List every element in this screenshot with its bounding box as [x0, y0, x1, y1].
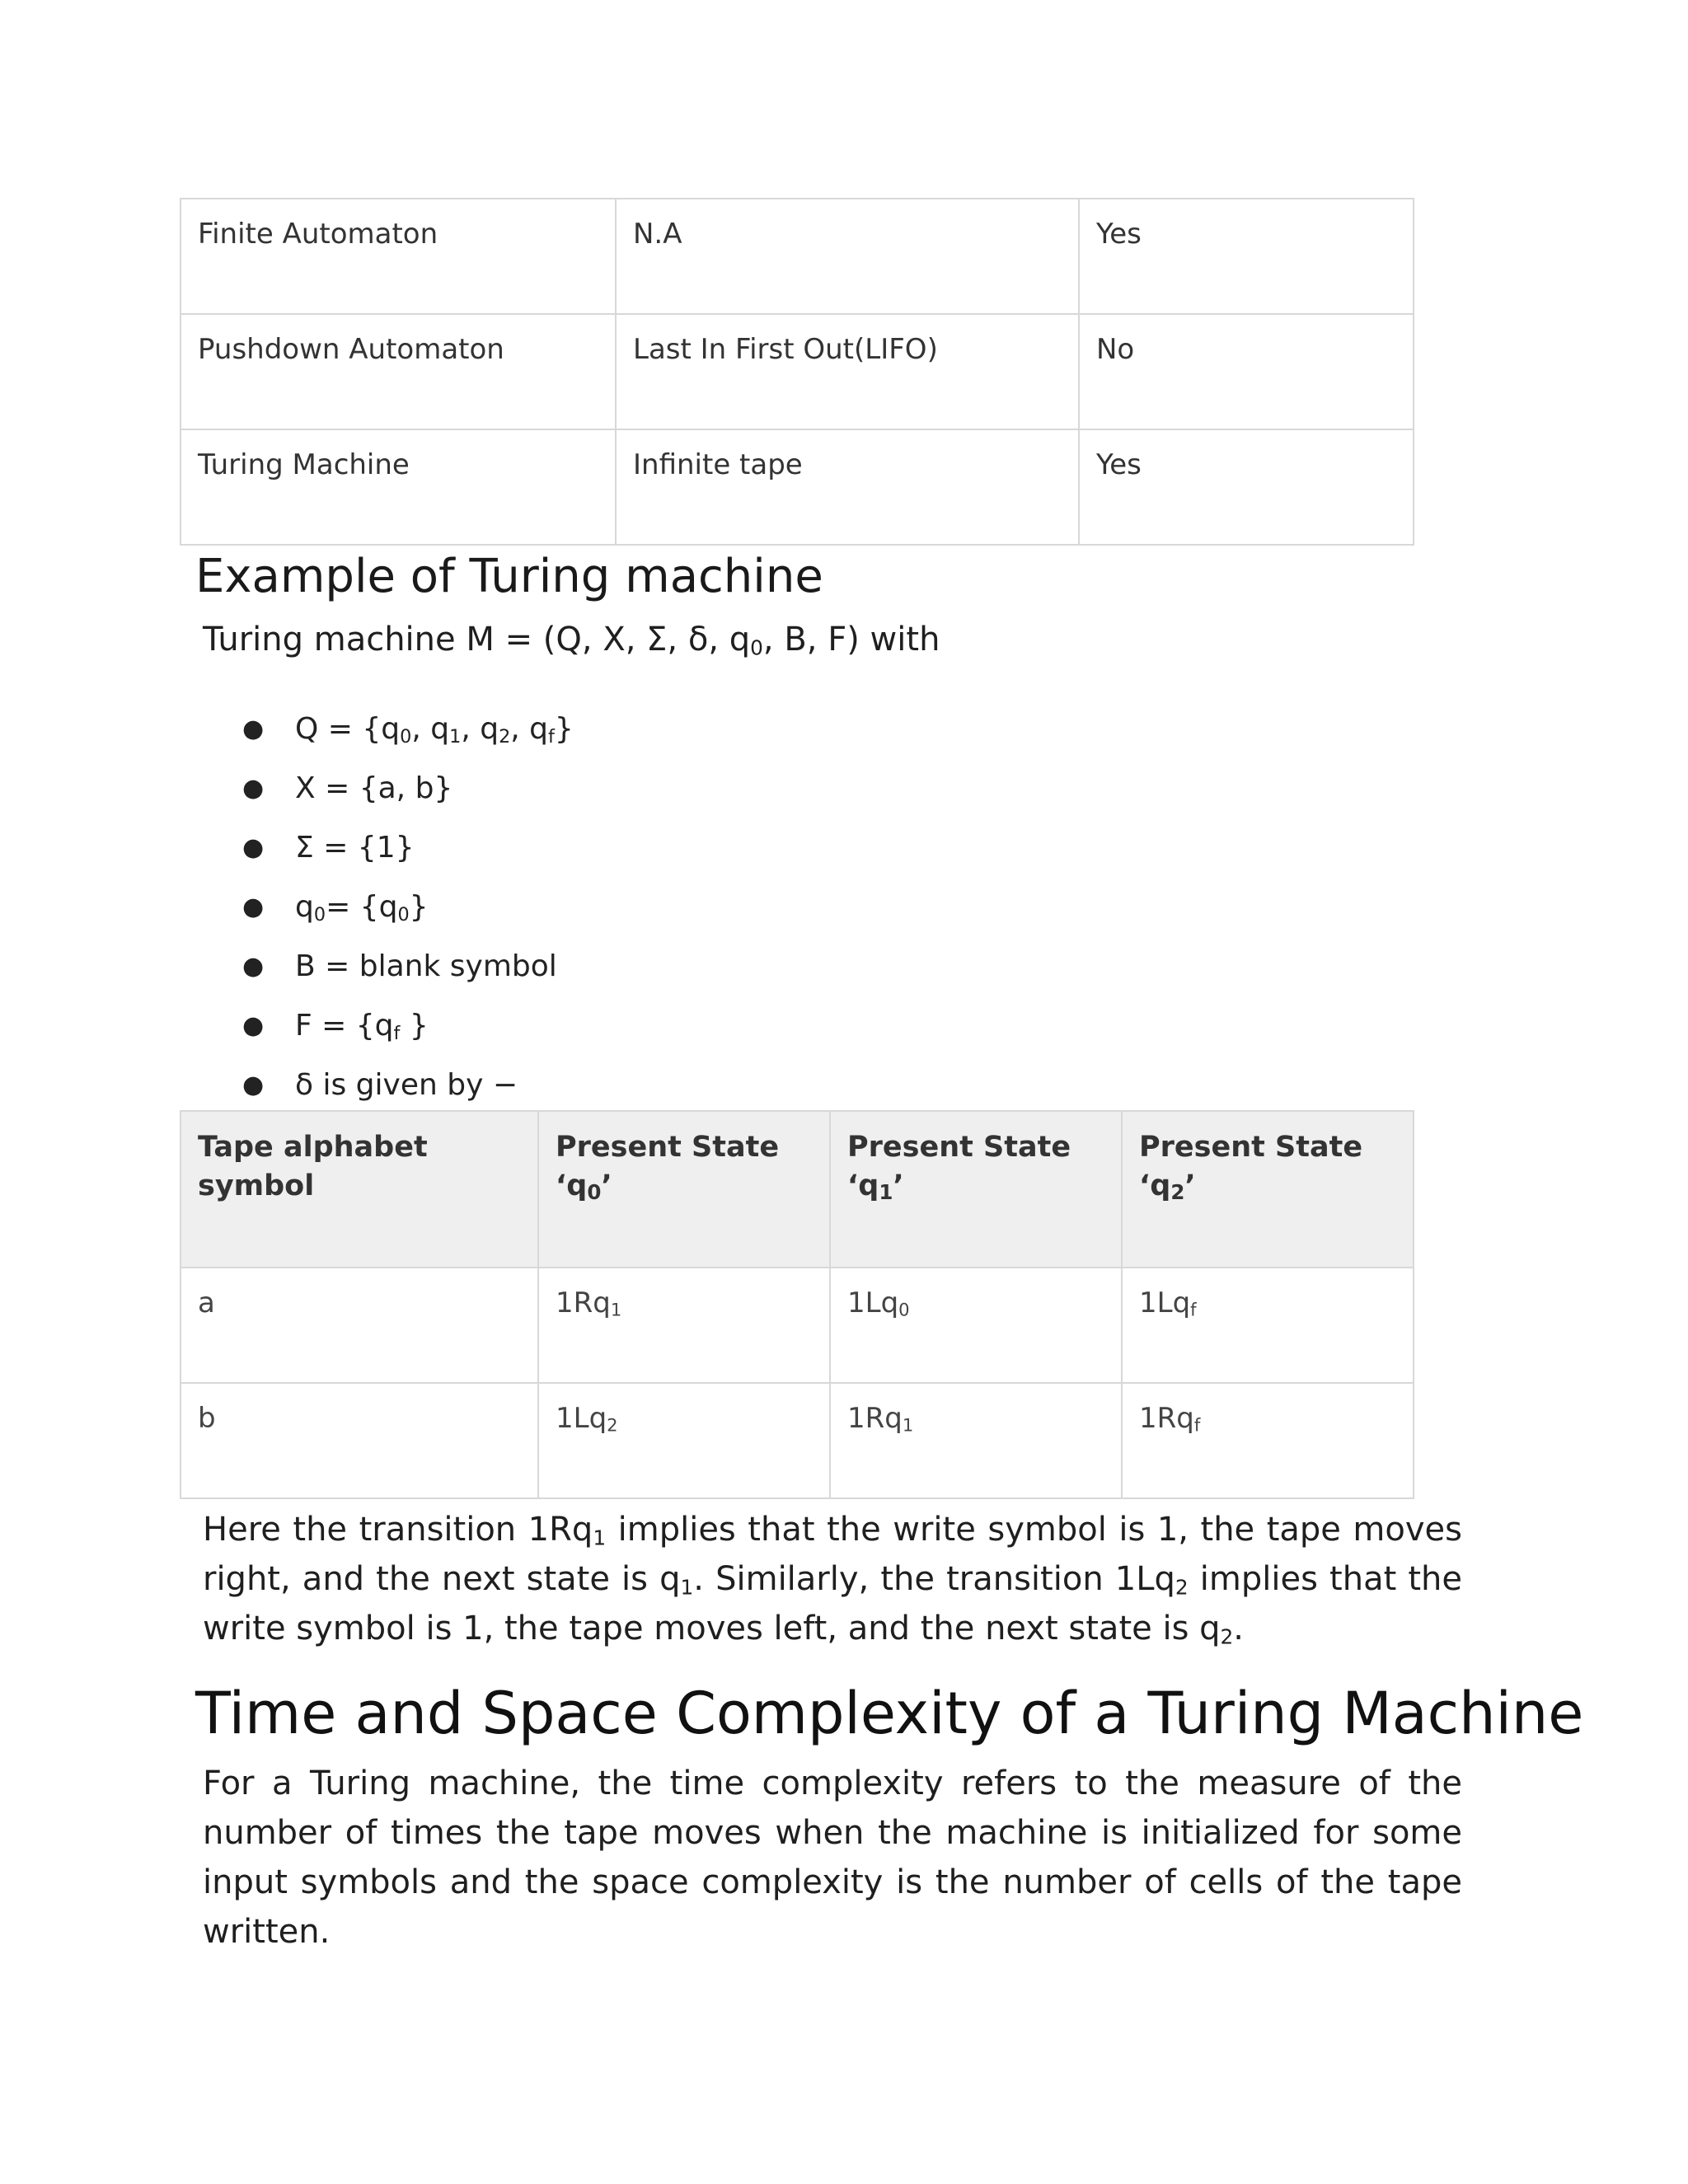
subscript: 1	[449, 725, 462, 748]
header-state: ‘q	[556, 1169, 588, 1202]
transition-value: 1Rq	[556, 1286, 611, 1319]
list-item	[0, 706, 574, 766]
section-heading: Example of Turing machine	[195, 550, 823, 603]
header-state: ’	[601, 1169, 612, 1202]
text-run: implies that the write symbol is 1, the tape moves left, and the next state is q	[203, 1560, 1463, 1647]
table-cell	[1122, 1268, 1414, 1383]
text-run: }	[554, 712, 574, 746]
transition-value: 1Lq	[847, 1286, 899, 1319]
text-run: , q	[510, 712, 549, 746]
subscript: 2	[1170, 1179, 1185, 1204]
bullet-icon: ●	[242, 774, 265, 803]
subscript: 1	[680, 1575, 694, 1600]
transition-table	[180, 1110, 1414, 1499]
list-item	[0, 825, 574, 884]
subscript: 2	[607, 1414, 618, 1436]
subscript: f	[548, 725, 555, 748]
table-row	[181, 1268, 1414, 1383]
bullet-icon: ●	[242, 893, 265, 921]
table-cell	[830, 1383, 1122, 1498]
header-state: ‘q	[847, 1169, 879, 1202]
list-item	[0, 766, 574, 825]
subscript: 1	[593, 1526, 607, 1550]
subscript: f	[1193, 1414, 1201, 1436]
text-run: .	[1233, 1610, 1245, 1647]
definition-paragraph	[203, 616, 940, 663]
table-row	[181, 199, 1414, 314]
text-run: X = {a, b}	[295, 771, 453, 805]
table-cell	[538, 1268, 830, 1383]
header-state: ’	[893, 1169, 904, 1202]
header-state: ‘q	[1139, 1169, 1171, 1202]
list-item	[0, 884, 574, 944]
subscript: 1	[902, 1414, 914, 1436]
text-run: implies that the write symbol is 1, the tape moves right, and the next state is q	[203, 1511, 1462, 1598]
definition-text: , B, F) with	[762, 621, 940, 658]
table-cell: Yes	[1079, 429, 1414, 545]
subscript: 1	[610, 1299, 622, 1320]
header-label: Present State	[556, 1131, 780, 1164]
section-heading: Time and Space Complexity of a Turing Machine	[195, 1680, 1584, 1747]
text-run: δ is given by −	[295, 1068, 518, 1102]
subscript: 0	[898, 1299, 910, 1320]
subscript: 0	[313, 903, 326, 926]
subscript: 2	[499, 725, 511, 748]
bullet-icon: ●	[242, 952, 265, 981]
header-label: Present State	[1139, 1131, 1363, 1164]
transition-value: 1Lq	[556, 1402, 607, 1435]
list-item	[0, 1003, 574, 1062]
table-cell: Turing Machine	[181, 429, 616, 545]
subscript: 0	[750, 635, 763, 660]
table-cell	[830, 1268, 1122, 1383]
table-cell: Finite Automaton	[181, 199, 616, 314]
text-run: F = {q	[295, 1009, 394, 1043]
automata-comparison-table	[180, 198, 1414, 546]
table-row	[181, 1383, 1414, 1498]
text-run: Q = {q	[295, 712, 401, 746]
text-run: , q	[411, 712, 450, 746]
table-header-row	[181, 1111, 1414, 1268]
column-header	[830, 1111, 1122, 1268]
subscript: 2	[1220, 1624, 1234, 1649]
table-cell: Last In First Out(LIFO)	[616, 314, 1079, 429]
table-cell: N.A	[616, 199, 1079, 314]
table-cell: No	[1079, 314, 1414, 429]
text-run: B = blank symbol	[295, 949, 557, 983]
transition-value: 1Lq	[1139, 1286, 1191, 1319]
bullet-icon: ●	[242, 715, 265, 743]
subscript: 2	[1175, 1575, 1189, 1600]
complexity-paragraph: For a Turing machine, the time complexity refers to the measure of the number of times the tape moves when the machine is initialized for some input symbols and the space complexity is the number of cells of the tape written.	[203, 1765, 1462, 1951]
table-cell: Infinite tape	[616, 429, 1079, 545]
column-header	[1122, 1111, 1414, 1268]
text-run: q	[295, 890, 314, 924]
table-cell	[1122, 1383, 1414, 1498]
text-run: }	[400, 1009, 429, 1043]
explanation-paragraph	[203, 1505, 1462, 1653]
column-header	[538, 1111, 830, 1268]
subscript: 0	[587, 1179, 602, 1204]
subscript: 0	[397, 903, 410, 926]
table-cell	[538, 1383, 830, 1498]
text-run: Σ = {1}	[295, 831, 415, 865]
text-run: }	[409, 890, 429, 924]
table-cell: b	[181, 1383, 538, 1498]
table-row	[181, 314, 1414, 429]
text-run: = {q	[326, 890, 398, 924]
bullet-icon: ●	[242, 833, 265, 862]
table-cell: Pushdown Automaton	[181, 314, 616, 429]
transition-value: 1Rq	[847, 1402, 903, 1435]
transition-value: 1Rq	[1139, 1402, 1194, 1435]
table-row	[181, 429, 1414, 545]
table-cell: a	[181, 1268, 538, 1383]
bullet-icon: ●	[242, 1011, 265, 1040]
column-header: Tape alphabet symbol	[181, 1111, 538, 1268]
list-item	[0, 944, 574, 1003]
subscript: f	[1190, 1299, 1197, 1320]
definition-list	[0, 706, 574, 1122]
table-cell: Yes	[1079, 199, 1414, 314]
subscript: 1	[879, 1179, 893, 1204]
text-run: , q	[461, 712, 499, 746]
bullet-icon: ●	[242, 1071, 265, 1099]
subscript: f	[393, 1022, 401, 1044]
header-state: ’	[1184, 1169, 1196, 1202]
definition-text: Turing machine M = (Q, X, Σ, δ, q	[203, 621, 751, 658]
text-run: Here the transition 1Rq	[203, 1511, 593, 1549]
header-label: Present State	[847, 1131, 1071, 1164]
subscript: 0	[400, 725, 412, 748]
text-run: . Similarly, the transition 1Lq	[693, 1560, 1175, 1598]
